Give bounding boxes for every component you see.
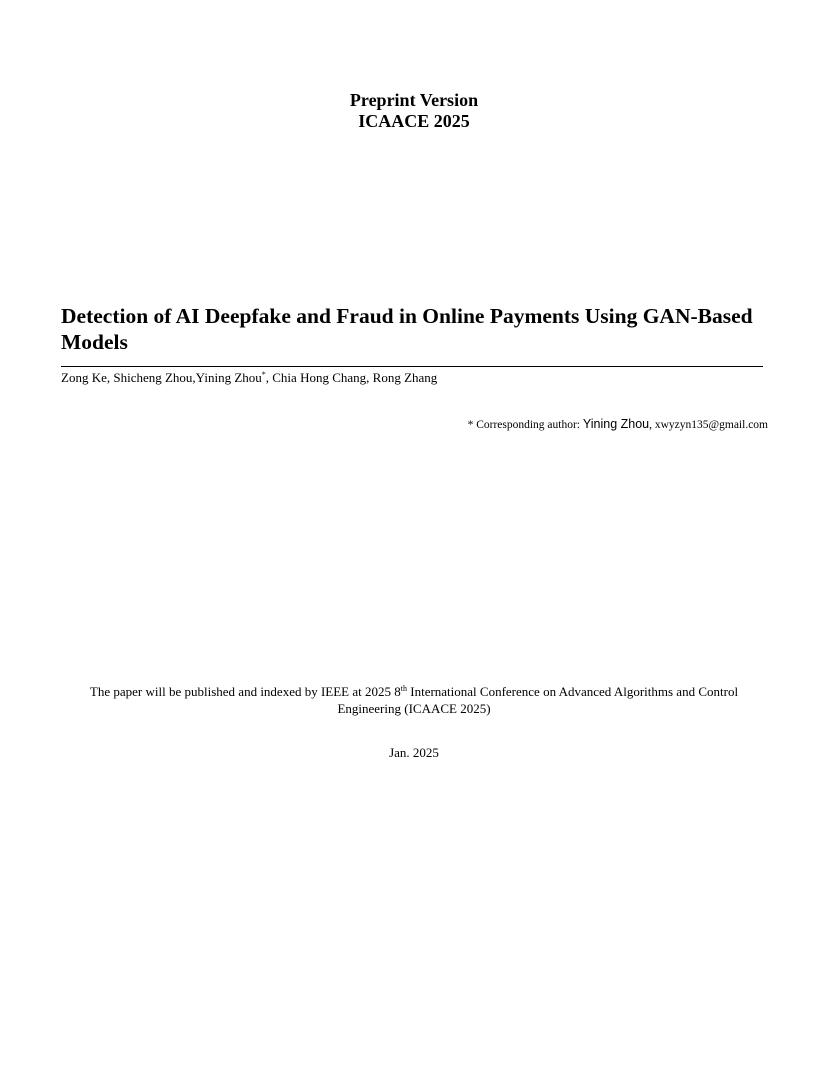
corresponding-name: Yining Zhou xyxy=(582,417,650,431)
preprint-header xyxy=(0,90,828,132)
corresponding-author-note xyxy=(468,416,768,433)
preprint-version-label: Preprint Version xyxy=(349,90,479,110)
author-list xyxy=(61,370,437,386)
paper-title: Detection of AI Deepfake and Fraud in Online Payments Using GAN-Based Models xyxy=(61,304,753,354)
corresponding-email: , xwyzyn135@gmail.com xyxy=(649,419,768,431)
authors-rest: , Chia Hong Chang, Rong Zhang xyxy=(265,370,438,385)
publication-note xyxy=(60,683,768,717)
conference-label: ICAACE 2025 xyxy=(358,111,470,131)
publication-text-after: International Conference on Advanced Algorithms and Control Engineering (ICAACE 2025) xyxy=(337,684,739,716)
corresponding-label: * Corresponding author: xyxy=(467,419,583,431)
publication-text-before: The paper will be published and indexed by IEEE at 2025 8 xyxy=(89,684,401,699)
publication-ordinal: th xyxy=(400,684,407,693)
title-divider xyxy=(61,366,763,367)
authors-first: Zong Ke, Shicheng Zhou,Yining Zhou xyxy=(61,370,262,385)
corresponding-mark: * xyxy=(261,370,266,379)
publication-date: Jan. 2025 xyxy=(389,745,439,760)
